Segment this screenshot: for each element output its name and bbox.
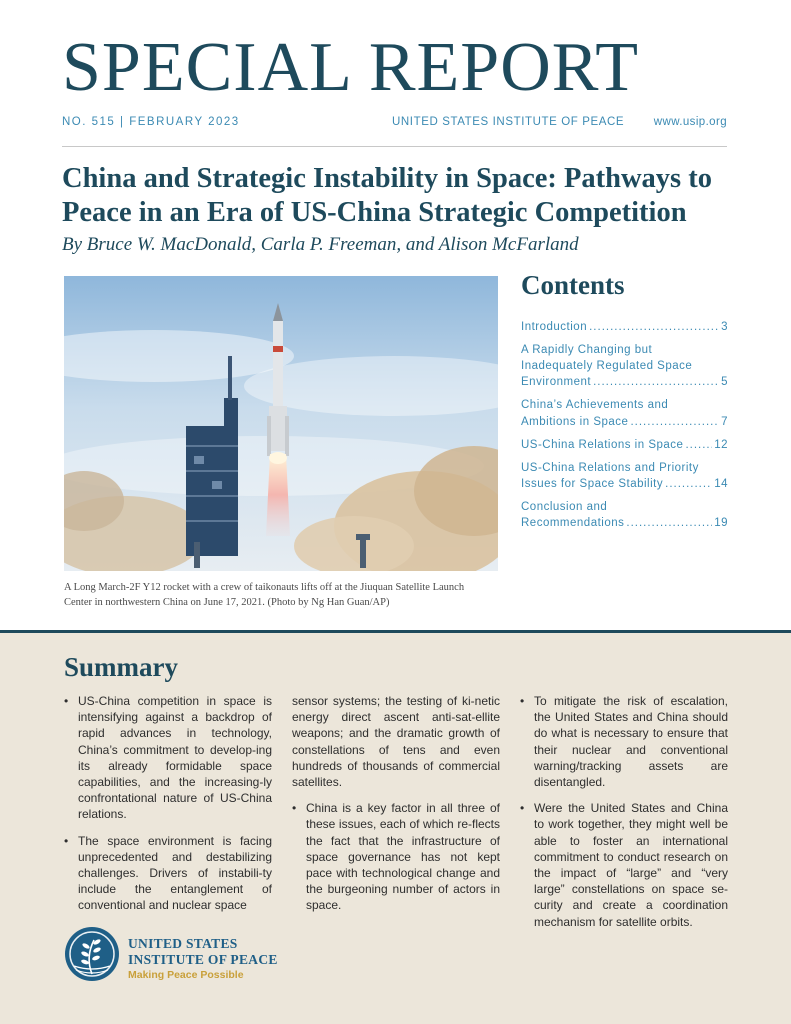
org-name: UNITED STATES INSTITUTE OF PEACE [392, 116, 625, 128]
toc-item-label: Ambitions in Space [521, 415, 629, 428]
olive-branch-globe-icon [64, 926, 120, 982]
summary-bullet: • US-China competition in space is intensifying against a backdrop of rapid advances in technology, China’s commitment to develop-ing its already formidable space capabilities, and the increasing-ly confrontational nature of US-China relations. [64, 693, 272, 823]
toc-item-page: 14 [714, 477, 728, 490]
report-title-line1: China and Strategic Instability in Space: Pathways to [62, 163, 713, 194]
rocket-launch-illustration [64, 276, 498, 571]
toc-item-page: 5 [721, 376, 728, 389]
summary-heading: Summary [64, 652, 178, 682]
summary-bullet: • The space environment is facing unprecedented and destabilizing challenges. Drivers of instabili-ty include the entanglement of conventional and nuclear space [64, 833, 272, 914]
toc-item-environment[interactable] [521, 342, 728, 391]
summary-bullet: • China is a key factor in all three of these issues, each of which re-flects the fact that the infrastructure of space governance has not kept pace with technological change and the burgeoning number of actors in space. [292, 800, 500, 913]
toc-item-label: US-China Relations and Priority [521, 461, 699, 474]
toc-item-page: 3 [721, 321, 728, 333]
toc-item-priority-issues[interactable] [521, 460, 728, 492]
toc-item-label: A Rapidly Changing but [521, 344, 653, 356]
logo-tagline: Making Peace Possible [128, 969, 244, 981]
cover-photo [64, 276, 498, 571]
summary-divider [0, 630, 791, 633]
report-title [62, 162, 742, 230]
toc-item-label: Inadequately Regulated Space [521, 360, 693, 373]
table-of-contents [521, 319, 728, 538]
summary-section [0, 630, 791, 1024]
summary-bullet: • Were the United States and China to work together, they might well be able to foster an international commitment to conduct research on the impact of “large” and “very large” constellations on space se-curity and create a coordination mechanism for satellite orbits. [520, 800, 728, 930]
report-title-line2: Peace in an Era of US-China Strategic Competition [62, 197, 687, 228]
toc-item-conclusion[interactable] [521, 499, 728, 531]
masthead-title: SPECIAL REPORT [62, 29, 640, 106]
usip-logo [64, 926, 294, 986]
issue-number: NO. 515 | FEBRUARY 2023 [62, 116, 240, 128]
summary-bullet-continuation: sensor systems; the testing of ki-netic energy direct ascent anti-sat-ellite weapons; and the dramatic growth of constellations of tens and even hundreds of thousands of commercial satellites. [292, 694, 500, 790]
logo-text-line1: UNITED STATES [128, 936, 238, 951]
toc-item-label: Recommendations [521, 517, 625, 530]
toc-item-page: 7 [721, 415, 728, 428]
photo-caption-line1: A Long March-2F Y12 rocket with a crew of taikonauts lifts off at the Jiuquan Satellite Launch [64, 582, 465, 593]
summary-column-1 [64, 693, 272, 924]
toc-item-label: Introduction [521, 321, 588, 333]
logo-text-line2: INSTITUTE OF PEACE [128, 952, 278, 967]
toc-item-page: 12 [714, 438, 728, 451]
summary-bullet: • To mitigate the risk of escalation, the United States and China should do what is necessary to ensure that their nuclear and conventional warning/tracking assets are disentangled. [520, 693, 728, 790]
toc-item-label: China’s Achievements and [521, 399, 669, 412]
website-link[interactable]: www.usip.org [653, 116, 727, 128]
header-divider [62, 146, 727, 147]
toc-item-label: Conclusion and [521, 500, 608, 513]
photo-caption [64, 580, 504, 610]
toc-item-relations[interactable] [521, 437, 728, 453]
byline: By Bruce W. MacDonald, Carla P. Freeman, and Alison McFarland [62, 234, 579, 255]
meta-row [62, 116, 727, 132]
masthead [62, 28, 730, 108]
summary-column-3 [520, 693, 728, 940]
toc-item-label: Issues for Space Stability [521, 477, 664, 490]
toc-item-introduction[interactable] [521, 319, 728, 335]
toc-item-achievements[interactable] [521, 397, 728, 429]
contents-heading: Contents [521, 270, 625, 300]
toc-item-page: 19 [714, 517, 728, 530]
summary-column-2 [292, 693, 500, 924]
photo-caption-line2: Center in northwestern China on June 17, 2021. (Photo by Ng Han Guan/AP) [64, 597, 390, 608]
toc-item-label: US-China Relations in Space [521, 438, 684, 451]
toc-item-label: Environment [521, 376, 592, 389]
